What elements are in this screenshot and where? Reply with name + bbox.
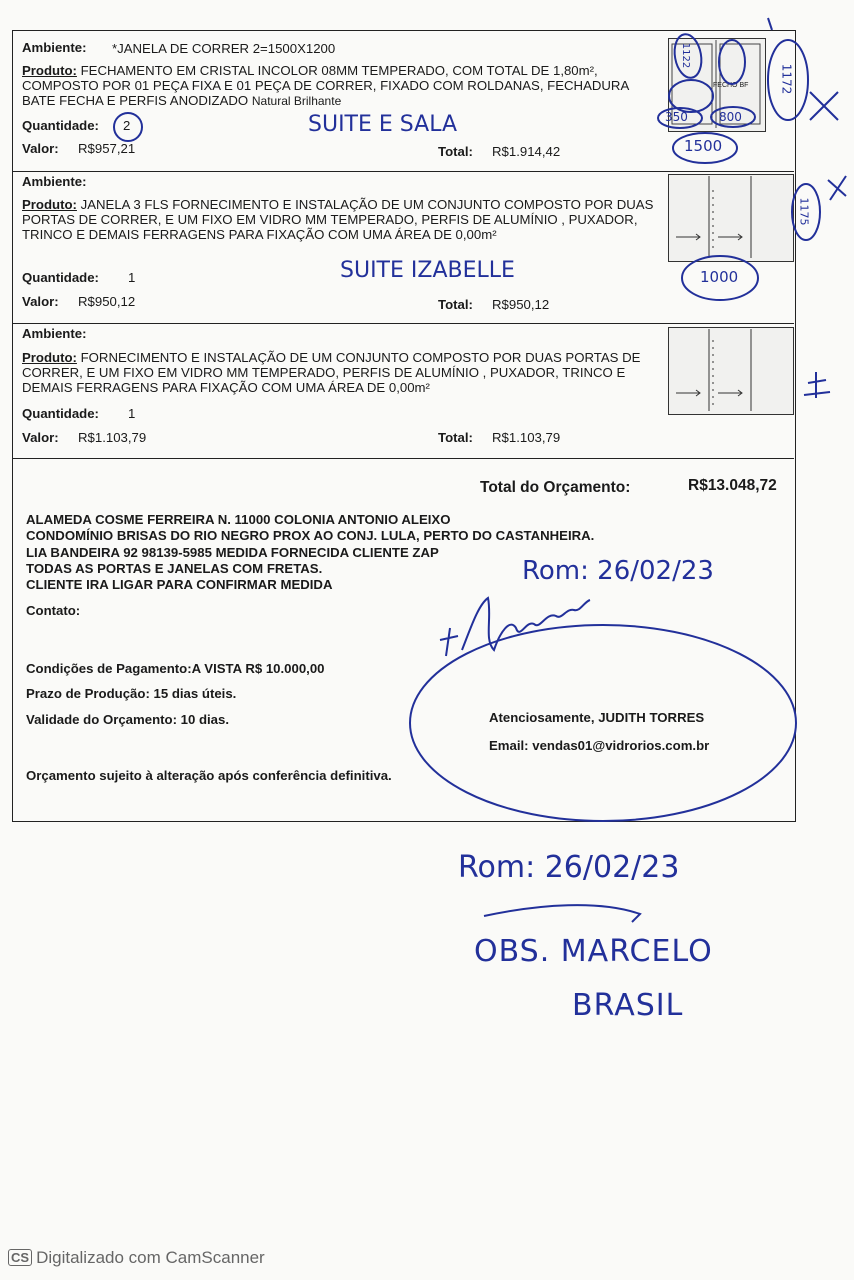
contact-email: Email: vendas01@vidrorios.com.br <box>489 738 710 753</box>
ambiente-label: Ambiente: <box>22 326 87 341</box>
window-thumbnail <box>668 327 794 415</box>
handwritten-date: Rom: 26/02/23 <box>522 556 714 586</box>
handwritten-dimension: 350 <box>665 110 688 124</box>
item-divider <box>12 323 794 324</box>
valor-value: R$957,21 <box>78 141 136 156</box>
grand-total-value: R$13.048,72 <box>688 477 777 494</box>
item-divider <box>12 171 794 172</box>
quote-validity: Validade do Orçamento: 10 dias. <box>26 712 230 727</box>
camscanner-logo-icon: CS <box>8 1249 32 1266</box>
produto-description <box>22 197 658 243</box>
address-line: TODAS AS PORTAS E JANELAS COM FRETAS. <box>26 561 323 576</box>
thumbnail-label: FECHO BF <box>713 82 749 89</box>
footer-note: Orçamento sujeito à alteração após conferência definitiva. <box>26 768 392 783</box>
total-value: R$950,12 <box>492 297 550 312</box>
valor-value: R$1.103,79 <box>78 430 147 445</box>
produto-label: Produto: <box>22 350 77 365</box>
contato-label: Contato: <box>26 603 81 618</box>
handwritten-dimension: 1500 <box>684 137 723 155</box>
ambiente-label: Ambiente: <box>22 174 87 189</box>
handwritten-side-note: 1172 <box>779 63 794 95</box>
total-label: Total: <box>438 297 473 312</box>
valor-label: Valor: <box>22 294 59 309</box>
quantidade-value: 1 <box>128 406 136 421</box>
valor-label: Valor: <box>22 141 59 156</box>
handwritten-side-note: 1122 <box>680 42 692 69</box>
total-label: Total: <box>438 144 473 159</box>
watermark-text: Digitalizado com CamScanner <box>36 1248 265 1267</box>
handwritten-date: Rom: 26/02/23 <box>458 850 680 885</box>
produto-text: JANELA 3 FLS FORNECIMENTO E INSTALAÇÃO DE UM CONJUNTO COMPOSTO POR DUAS PORTAS DE CORRER, E UM FIXO EM VIDRO MM TEMPERADO, PERFIS DE ALUMÍNIO , PUXADOR, TRINCO E DEMAIS FERRAGENS PARA FIXAÇÃO COM UMA ÁREA DE 0,00m² <box>22 197 654 243</box>
handwritten-side-note: 1175 <box>797 197 811 226</box>
ambiente-label: Ambiente: <box>22 40 87 55</box>
payment-conditions: Condições de Pagamento:A VISTA R$ 10.000,00 <box>26 661 325 676</box>
handwritten-note: OBS. MARCELO <box>474 934 713 969</box>
total-value: R$1.914,42 <box>492 144 561 159</box>
quantidade-label: Quantidade: <box>22 118 99 133</box>
valor-label: Valor: <box>22 430 59 445</box>
address-line: CONDOMÍNIO BRISAS DO RIO NEGRO PROX AO CONJ. LULA, PERTO DO CASTANHEIRA. <box>26 528 595 543</box>
quantidade-label: Quantidade: <box>22 270 99 285</box>
handwritten-dimension: 800 <box>719 110 742 124</box>
grand-total-label: Total do Orçamento: <box>480 479 631 496</box>
scanner-watermark <box>8 1248 265 1268</box>
handwritten-note: BRASIL <box>572 988 684 1023</box>
valor-value: R$950,12 <box>78 294 136 309</box>
address-line: ALAMEDA COSME FERREIRA N. 11000 COLONIA ANTONIO ALEIXO <box>26 512 451 527</box>
quantidade-label: Quantidade: <box>22 406 99 421</box>
produto-label: Produto: <box>22 197 77 212</box>
ambiente-value: *JANELA DE CORRER 2=1500X1200 <box>112 41 336 56</box>
production-time: Prazo de Produção: 15 dias úteis. <box>26 686 237 701</box>
closing-salutation: Atenciosamente, JUDITH TORRES <box>489 710 705 725</box>
produto-finish: Natural Brilhante <box>251 94 342 109</box>
item-divider <box>12 458 794 459</box>
quantidade-value: 1 <box>128 270 136 285</box>
address-line: LIA BANDEIRA 92 98139-5985 MEDIDA FORNECIDA CLIENTE ZAP <box>26 545 439 560</box>
quantidade-value: 2 <box>123 118 131 133</box>
address-line: CLIENTE IRA LIGAR PARA CONFIRMAR MEDIDA <box>26 577 333 592</box>
produto-text: FECHAMENTO EM CRISTAL INCOLOR 08MM TEMPERADO, COM TOTAL DE 1,80m², COMPOSTO POR 01 PEÇA FIXA E 01 PEÇA DE CORRER, FIXADO COM ROLDANAS, FECHADURA BATE FECHA E PERFIS ANODIZADO <box>22 63 629 109</box>
total-value: R$1.103,79 <box>492 430 561 445</box>
window-thumbnail <box>668 174 794 262</box>
handwritten-room-note: SUITE IZABELLE <box>340 258 515 283</box>
produto-label: Produto: <box>22 63 77 78</box>
total-label: Total: <box>438 430 473 445</box>
handwritten-dimension: 1000 <box>700 268 739 286</box>
produto-description <box>22 63 662 110</box>
produto-text: FORNECIMENTO E INSTALAÇÃO DE UM CONJUNTO COMPOSTO POR DUAS PORTAS DE CORRER, E UM FIXO EM VIDRO MM TEMPERADO, PERFIS DE ALUMÍNIO , PUXADOR, TRINCO E DEMAIS FERRAGENS PARA FIXAÇÃO COM UMA ÁREA DE 0,00m² <box>22 350 641 396</box>
handwritten-room-note: SUITE E SALA <box>308 112 458 137</box>
produto-description <box>22 350 658 396</box>
